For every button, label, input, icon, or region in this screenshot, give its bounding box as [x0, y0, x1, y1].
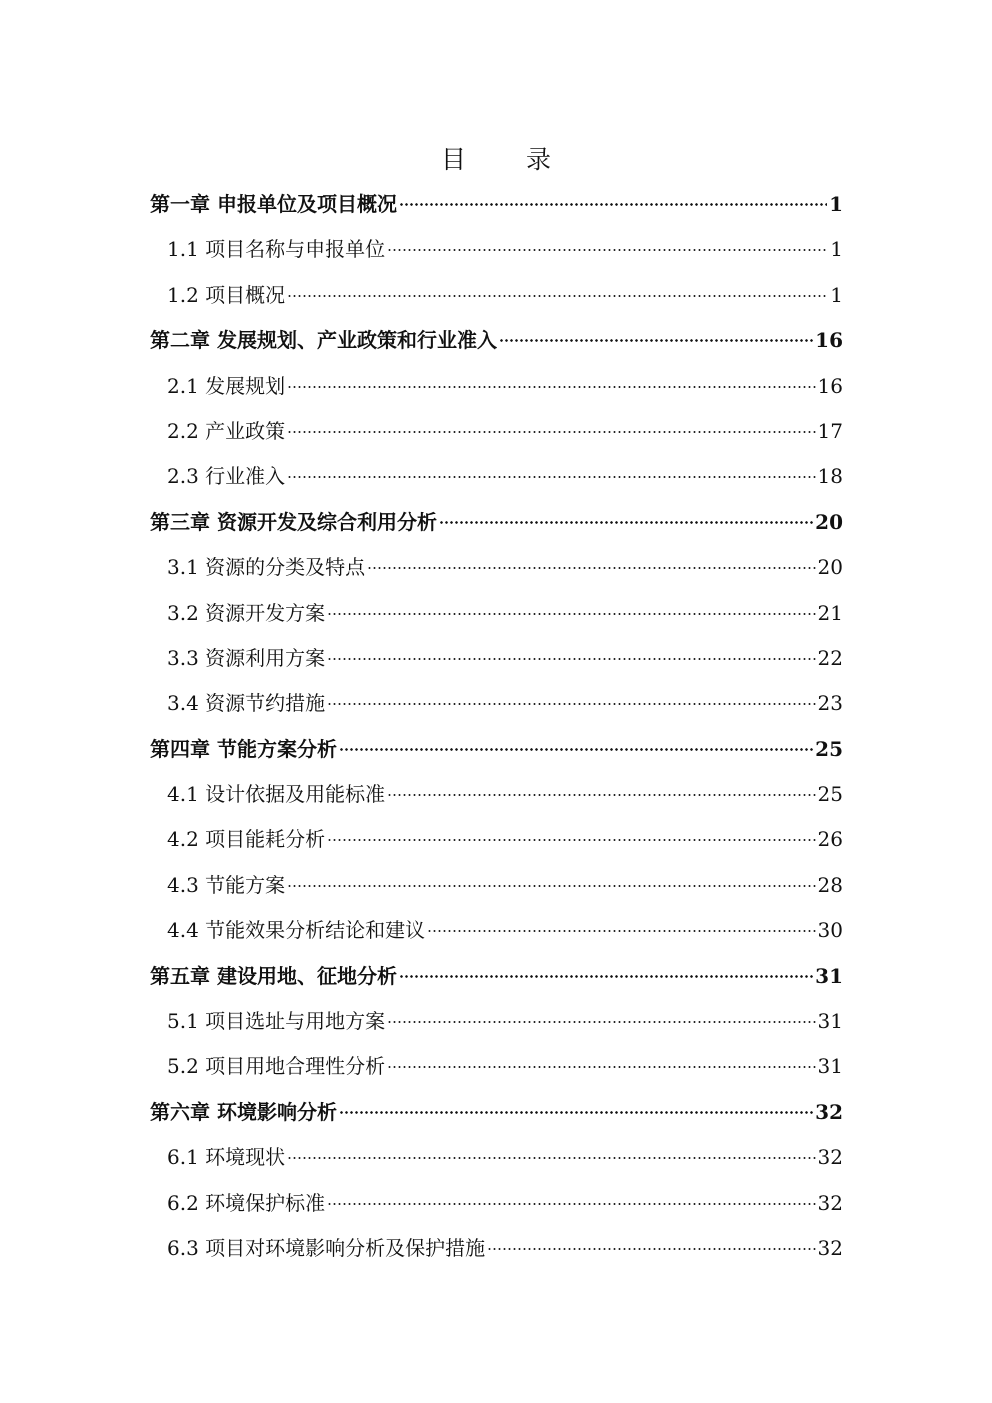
toc-entry-label: 5.1 项目选址与用地方案: [167, 1009, 386, 1034]
toc-entry-page-number: 21: [817, 600, 843, 625]
toc-entry-label: 5.2 项目用地合理性分析: [167, 1054, 386, 1079]
dot-leader: [287, 476, 815, 478]
toc-entry-page-number: 30: [817, 918, 843, 943]
toc-entry-label: 第一章 申报单位及项目概况: [150, 192, 397, 216]
toc-section-entry[interactable]: [150, 863, 843, 908]
toc-entry-label: 第三章 资源开发及综合利用分析: [150, 509, 437, 534]
toc-entry-page-number: 20: [817, 555, 843, 580]
toc-chapter-entry[interactable]: [150, 727, 843, 772]
dot-leader: [399, 975, 813, 978]
toc-entry-label: 6.3 项目对环境影响分析及保护措施: [167, 1235, 486, 1260]
toc-entry-page-number: 1: [830, 237, 843, 262]
toc-entry-label: 2.2 产业政策: [167, 418, 286, 443]
toc-entry-page-number: 31: [817, 1054, 843, 1079]
toc-section-entry[interactable]: [150, 273, 843, 318]
dot-leader: [399, 203, 827, 206]
toc-entry-page-number: 22: [817, 645, 843, 670]
dot-leader: [367, 567, 815, 569]
toc-list: [150, 182, 843, 1271]
toc-entry-label: 6.1 环境现状: [167, 1145, 286, 1170]
toc-section-entry[interactable]: [150, 636, 843, 681]
dot-leader: [387, 249, 828, 251]
toc-entry-page-number: 32: [817, 1235, 843, 1260]
dot-leader: [287, 295, 828, 297]
toc-chapter-entry[interactable]: [150, 500, 843, 545]
toc-entry-page-number: 1: [830, 282, 843, 307]
toc-chapter-entry[interactable]: [150, 954, 843, 999]
toc-entry-page-number: 16: [817, 373, 843, 398]
toc-entry-label: 4.2 项目能耗分析: [167, 827, 326, 852]
toc-entry-label: 1.2 项目概况: [167, 282, 286, 307]
toc-entry-page-number: 1: [829, 192, 843, 216]
dot-leader: [499, 339, 813, 342]
dot-leader: [327, 613, 815, 615]
dot-leader: [439, 521, 813, 524]
toc-chapter-entry[interactable]: [150, 1090, 843, 1135]
toc-section-entry[interactable]: [150, 591, 843, 636]
toc-section-entry[interactable]: [150, 1181, 843, 1226]
toc-entry-label: 3.2 资源开发方案: [167, 600, 326, 625]
dot-leader: [487, 1248, 815, 1250]
toc-entry-label: 4.3 节能方案: [167, 872, 286, 897]
toc-entry-page-number: 17: [817, 418, 843, 443]
toc-entry-label: 4.4 节能效果分析结论和建议: [167, 918, 426, 943]
toc-entry-page-number: 18: [817, 464, 843, 489]
toc-entry-label: 3.4 资源节约措施: [167, 691, 326, 716]
dot-leader: [327, 658, 815, 660]
toc-section-entry[interactable]: [150, 1226, 843, 1271]
toc-entry-label: 第四章 节能方案分析: [150, 736, 337, 761]
toc-section-entry[interactable]: [150, 454, 843, 499]
toc-entry-label: 2.1 发展规划: [167, 373, 286, 398]
toc-section-entry[interactable]: [150, 681, 843, 726]
dot-leader: [327, 703, 815, 705]
dot-leader: [387, 1066, 815, 1068]
dot-leader: [387, 1021, 815, 1023]
toc-section-entry[interactable]: [150, 817, 843, 862]
toc-entry-page-number: 20: [815, 509, 843, 534]
dot-leader: [327, 839, 815, 841]
toc-entry-label: 2.3 行业准入: [167, 464, 286, 489]
toc-section-entry[interactable]: [150, 409, 843, 454]
toc-entry-page-number: 25: [815, 736, 843, 761]
toc-chapter-entry[interactable]: [150, 318, 843, 363]
toc-entry-page-number: 26: [817, 827, 843, 852]
dot-leader: [287, 386, 815, 388]
toc-entry-label: 第二章 发展规划、产业政策和行业准入: [150, 328, 497, 353]
dot-leader: [387, 794, 815, 796]
toc-entry-page-number: 31: [815, 963, 843, 988]
toc-entry-page-number: 25: [817, 782, 843, 807]
toc-entry-page-number: 31: [817, 1009, 843, 1034]
dot-leader: [327, 1203, 815, 1205]
toc-entry-label: 1.1 项目名称与申报单位: [167, 237, 386, 262]
toc-section-entry[interactable]: [150, 1135, 843, 1180]
toc-entry-label: 3.1 资源的分类及特点: [167, 555, 366, 580]
toc-entry-label: 第六章 环境影响分析: [150, 1099, 337, 1124]
toc-section-entry[interactable]: [150, 227, 843, 272]
toc-chapter-entry[interactable]: [150, 182, 843, 227]
toc-section-entry[interactable]: [150, 364, 843, 409]
toc-entry-page-number: 28: [817, 872, 843, 897]
toc-entry-page-number: 16: [815, 328, 843, 353]
dot-leader: [339, 748, 813, 751]
toc-entry-page-number: 32: [817, 1145, 843, 1170]
toc-section-entry[interactable]: [150, 545, 843, 590]
dot-leader: [287, 1157, 815, 1159]
toc-title: 目 录: [441, 145, 577, 174]
dot-leader: [287, 885, 815, 887]
toc-entry-label: 3.3 资源利用方案: [167, 645, 326, 670]
toc-entry-label: 4.1 设计依据及用能标准: [167, 782, 386, 807]
dot-leader: [427, 930, 815, 932]
toc-section-entry[interactable]: [150, 772, 843, 817]
toc-entry-label: 第五章 建设用地、征地分析: [150, 963, 397, 988]
toc-section-entry[interactable]: [150, 999, 843, 1044]
toc-entry-page-number: 32: [817, 1190, 843, 1215]
dot-leader: [339, 1111, 813, 1114]
toc-entry-page-number: 23: [817, 691, 843, 716]
toc-entry-label: 6.2 环境保护标准: [167, 1190, 326, 1215]
dot-leader: [287, 431, 815, 433]
toc-section-entry[interactable]: [150, 908, 843, 953]
toc-section-entry[interactable]: [150, 1044, 843, 1089]
toc-entry-page-number: 32: [815, 1099, 843, 1124]
